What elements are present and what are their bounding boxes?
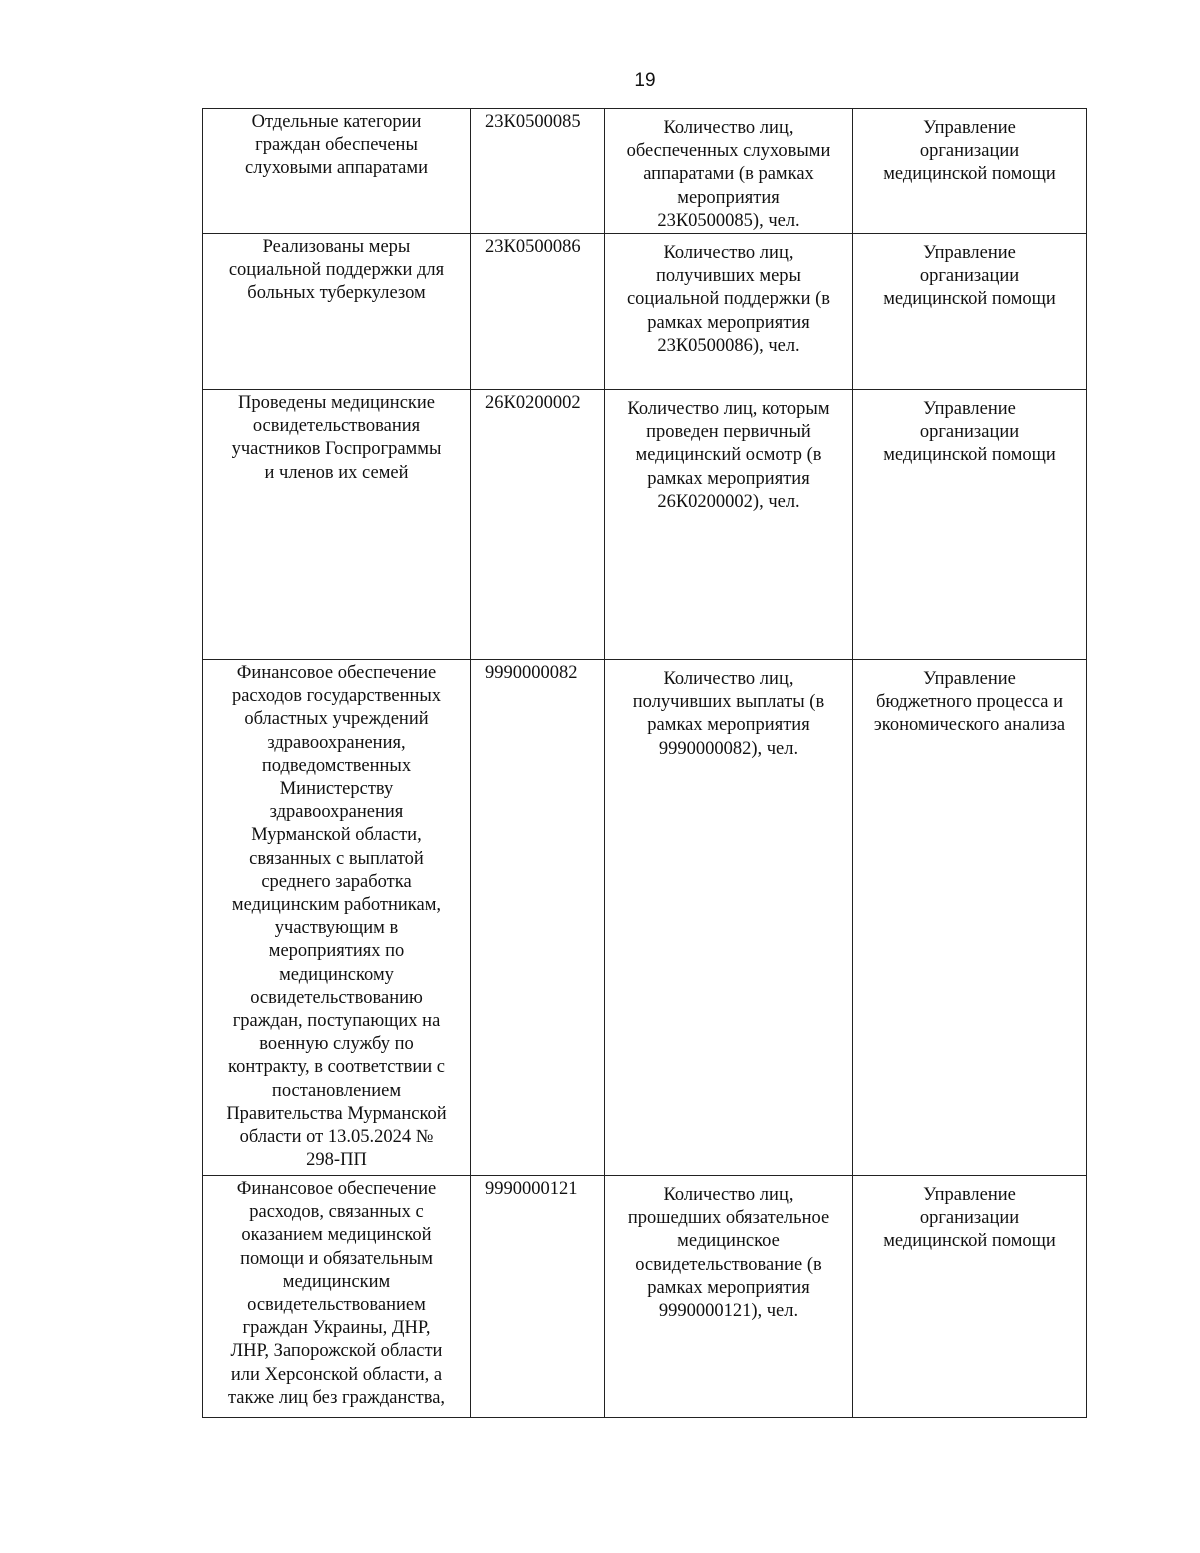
page-number: 19 <box>634 70 656 91</box>
indicator-cell: Количество лиц, которым проведен первичный медицинский осмотр (в рамках мероприятия 26К0200002), чел. <box>605 390 853 660</box>
code-cell: 23К0500086 <box>471 234 605 390</box>
responsible-cell: Управление организации медицинской помощи <box>853 1176 1087 1418</box>
indicator-cell: Количество лиц, прошедших обязательное медицинское освидетельствование (в рамках мероприятия 9990000121), чел. <box>605 1176 853 1418</box>
table-row <box>203 390 1087 660</box>
table-row <box>203 109 1087 234</box>
responsible-cell: Управление организации медицинской помощи <box>853 109 1087 234</box>
indicator-cell: Количество лиц, получивших выплаты (в рамках мероприятия 9990000082), чел. <box>605 660 853 1176</box>
result-cell: Реализованы меры социальной поддержки для больных туберкулезом <box>203 234 471 390</box>
responsible-cell: Управление бюджетного процесса и экономического анализа <box>853 660 1087 1176</box>
code-cell: 9990000082 <box>471 660 605 1176</box>
indicator-cell: Количество лиц, обеспеченных слуховыми аппаратами (в рамках мероприятия 23К0500085), чел. <box>605 109 853 234</box>
table-row <box>203 234 1087 390</box>
table-row <box>203 660 1087 1176</box>
responsible-cell: Управление организации медицинской помощи <box>853 234 1087 390</box>
code-cell: 23К0500085 <box>471 109 605 234</box>
result-cell: Финансовое обеспечение расходов, связанных с оказанием медицинской помощи и обязательным медицинским освидетельствованием граждан Украины, ДНР, ЛНР, Запорожской области или Херсонской области, а также лиц без гражданства, <box>203 1176 471 1418</box>
result-cell: Отдельные категории граждан обеспечены слуховыми аппаратами <box>203 109 471 234</box>
table-row <box>203 1176 1087 1418</box>
indicator-cell: Количество лиц, получивших меры социальной поддержки (в рамках мероприятия 23К0500086), чел. <box>605 234 853 390</box>
code-cell: 26К0200002 <box>471 390 605 660</box>
measures-table <box>202 108 1087 1418</box>
result-cell: Финансовое обеспечение расходов государственных областных учреждений здравоохранения, подведомственных Министерству здравоохранения Мурманской области, связанных с выплатой среднего заработка медицинским работникам, участвующим в мероприятиях по медицинскому освидетельствованию граждан, поступающих на военную службу по контракту, в соответствии с постановлением Правительства Мурманской области от 13.05.2024 № 298-ПП <box>203 660 471 1176</box>
code-cell: 9990000121 <box>471 1176 605 1418</box>
result-cell: Проведены медицинские освидетельствования участников Госпрограммы и членов их семей <box>203 390 471 660</box>
responsible-cell: Управление организации медицинской помощи <box>853 390 1087 660</box>
